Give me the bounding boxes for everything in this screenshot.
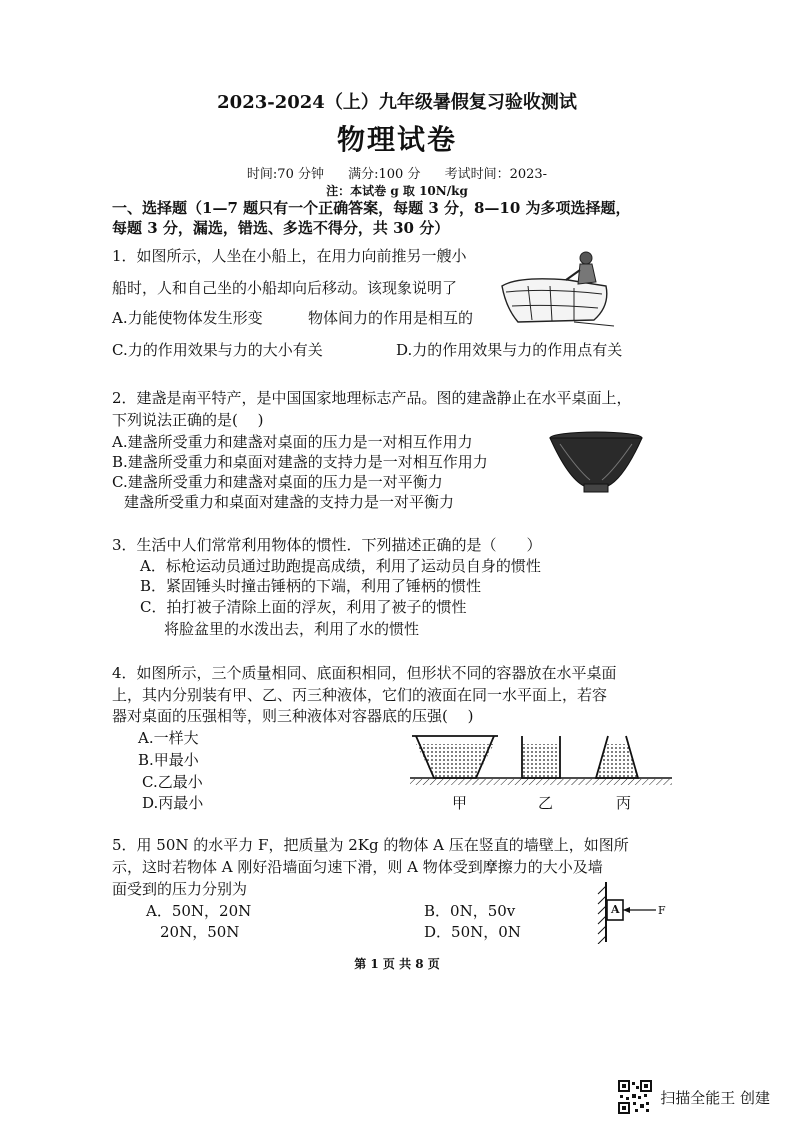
q2-option-c: C.建盏所受重力和建盏对桌面的压力是一对平衡力 — [112, 473, 443, 491]
bowl-figure — [548, 430, 644, 496]
containers-figure — [410, 734, 672, 788]
q4-stem-line1: 4．如图所示，三个质量相同、底面积相同，但形状不同的容器放在水平桌面 — [112, 664, 617, 682]
q1-stem-line2: 船时，人和自己坐的小船却向后移动。该现象说明了 — [112, 279, 458, 297]
date-label: 考试时间：2023- — [444, 167, 548, 182]
scanner-text: 扫描全能王 创建 — [660, 1088, 770, 1107]
qr-code-icon — [618, 1080, 652, 1114]
q4-stem-line3: 器对桌面的压强相等，则三种液体对容器底的压强( ) — [112, 707, 474, 725]
wall-block-figure — [592, 880, 668, 944]
q2-option-b: B.建盏所受重力和桌面对建盏的支持力是一对相互作用力 — [112, 453, 488, 471]
q5-option-c: 20N，50N — [160, 923, 240, 941]
time-label: 时间:70 分钟 — [246, 167, 324, 182]
q3-option-b: B．紧固锤头时撞击锤柄的下端，利用了锤柄的惯性 — [140, 577, 482, 595]
q1-stem-line1: 1．如图所示，人坐在小船上，在用力向前推另一艘小 — [112, 247, 467, 265]
q4-stem-line2: 上，其内分别装有甲、乙、丙三种液体，它们的液面在同一水平面上，若容 — [112, 686, 608, 704]
q2-option-a: A.建盏所受重力和建盏对桌面的压力是一对相互作用力 — [112, 433, 473, 451]
q4-option-a: A.一样大 — [138, 729, 199, 747]
q1-option-a: A.力能使物体发生形变 — [112, 309, 263, 327]
q5-option-a: A．50N，20N — [146, 902, 252, 920]
page-number: 第 1 页 共 8 页 — [354, 957, 440, 971]
exam-meta — [0, 163, 794, 182]
subject-title: 物理试卷 — [336, 123, 457, 156]
q3-option-a: A．标枪运动员通过助跑提高成绩，利用了运动员自身的惯性 — [140, 557, 541, 575]
boat-figure — [498, 246, 618, 334]
q3-option-d: 将脸盆里的水泼出去，利用了水的惯性 — [164, 620, 420, 638]
q2-stem-line2: 下列说法正确的是( ) — [112, 411, 264, 429]
q3-stem: 3．生活中人们常常利用物体的惯性．下列描述正确的是（ ） — [112, 536, 542, 554]
q4-label-yi: 乙 — [538, 794, 554, 812]
q5-option-b: B．0N，50v — [424, 902, 516, 920]
q1-option-b: 物体间力的作用是相互的 — [308, 309, 474, 327]
q5-stem-line1: 5．用 50N 的水平力 F，把质量为 2Kg 的物体 A 压在竖直的墙壁上，如图所 — [112, 836, 629, 854]
q5-option-d: D．50N，0N — [424, 923, 521, 941]
q5-stem-line2: 示，这时若物体 A 刚好沿墙面匀速下滑，则 A 物体受到摩擦力的大小及墙 — [112, 858, 603, 876]
q5-stem-line3: 面受到的压力分别为 — [112, 880, 248, 898]
section-heading-line2: 每题 3 分，漏选，错选、多选不得分，共 30 分） — [112, 219, 450, 237]
exam-note: 注：本试卷 g 取 10N/kg — [326, 184, 468, 198]
q5-force-label: F — [658, 904, 666, 917]
q2-option-d: 建盏所受重力和桌面对建盏的支持力是一对平衡力 — [124, 493, 455, 511]
q3-option-c: C．拍打被子清除上面的浮灰，利用了被子的惯性 — [140, 598, 467, 616]
section-heading-line1: 一、选择题（1—7 题只有一个正确答案，每题 3 分，8—10 为多项选择题， — [112, 199, 631, 217]
q5-block-label: A — [611, 903, 620, 916]
exam-title: 2023-2024（上）九年级暑假复习验收测试 — [217, 92, 577, 113]
q2-stem-line1: 2．建盏是南平特产，是中国国家地理标志产品。图的建盏静止在水平桌面上， — [112, 389, 632, 407]
q4-option-b: B.甲最小 — [138, 751, 199, 769]
q4-option-d: D.丙最小 — [142, 794, 204, 812]
q1-option-d: D.力的作用效果与力的作用点有关 — [396, 341, 623, 359]
score-label: 满分:100 分 — [348, 167, 421, 182]
q4-label-bing: 丙 — [616, 794, 632, 812]
q4-option-c: C.乙最小 — [142, 773, 203, 791]
q1-option-c: C.力的作用效果与力的大小有关 — [112, 341, 323, 359]
q4-label-jia: 甲 — [452, 794, 468, 812]
scanner-watermark — [618, 1080, 770, 1114]
